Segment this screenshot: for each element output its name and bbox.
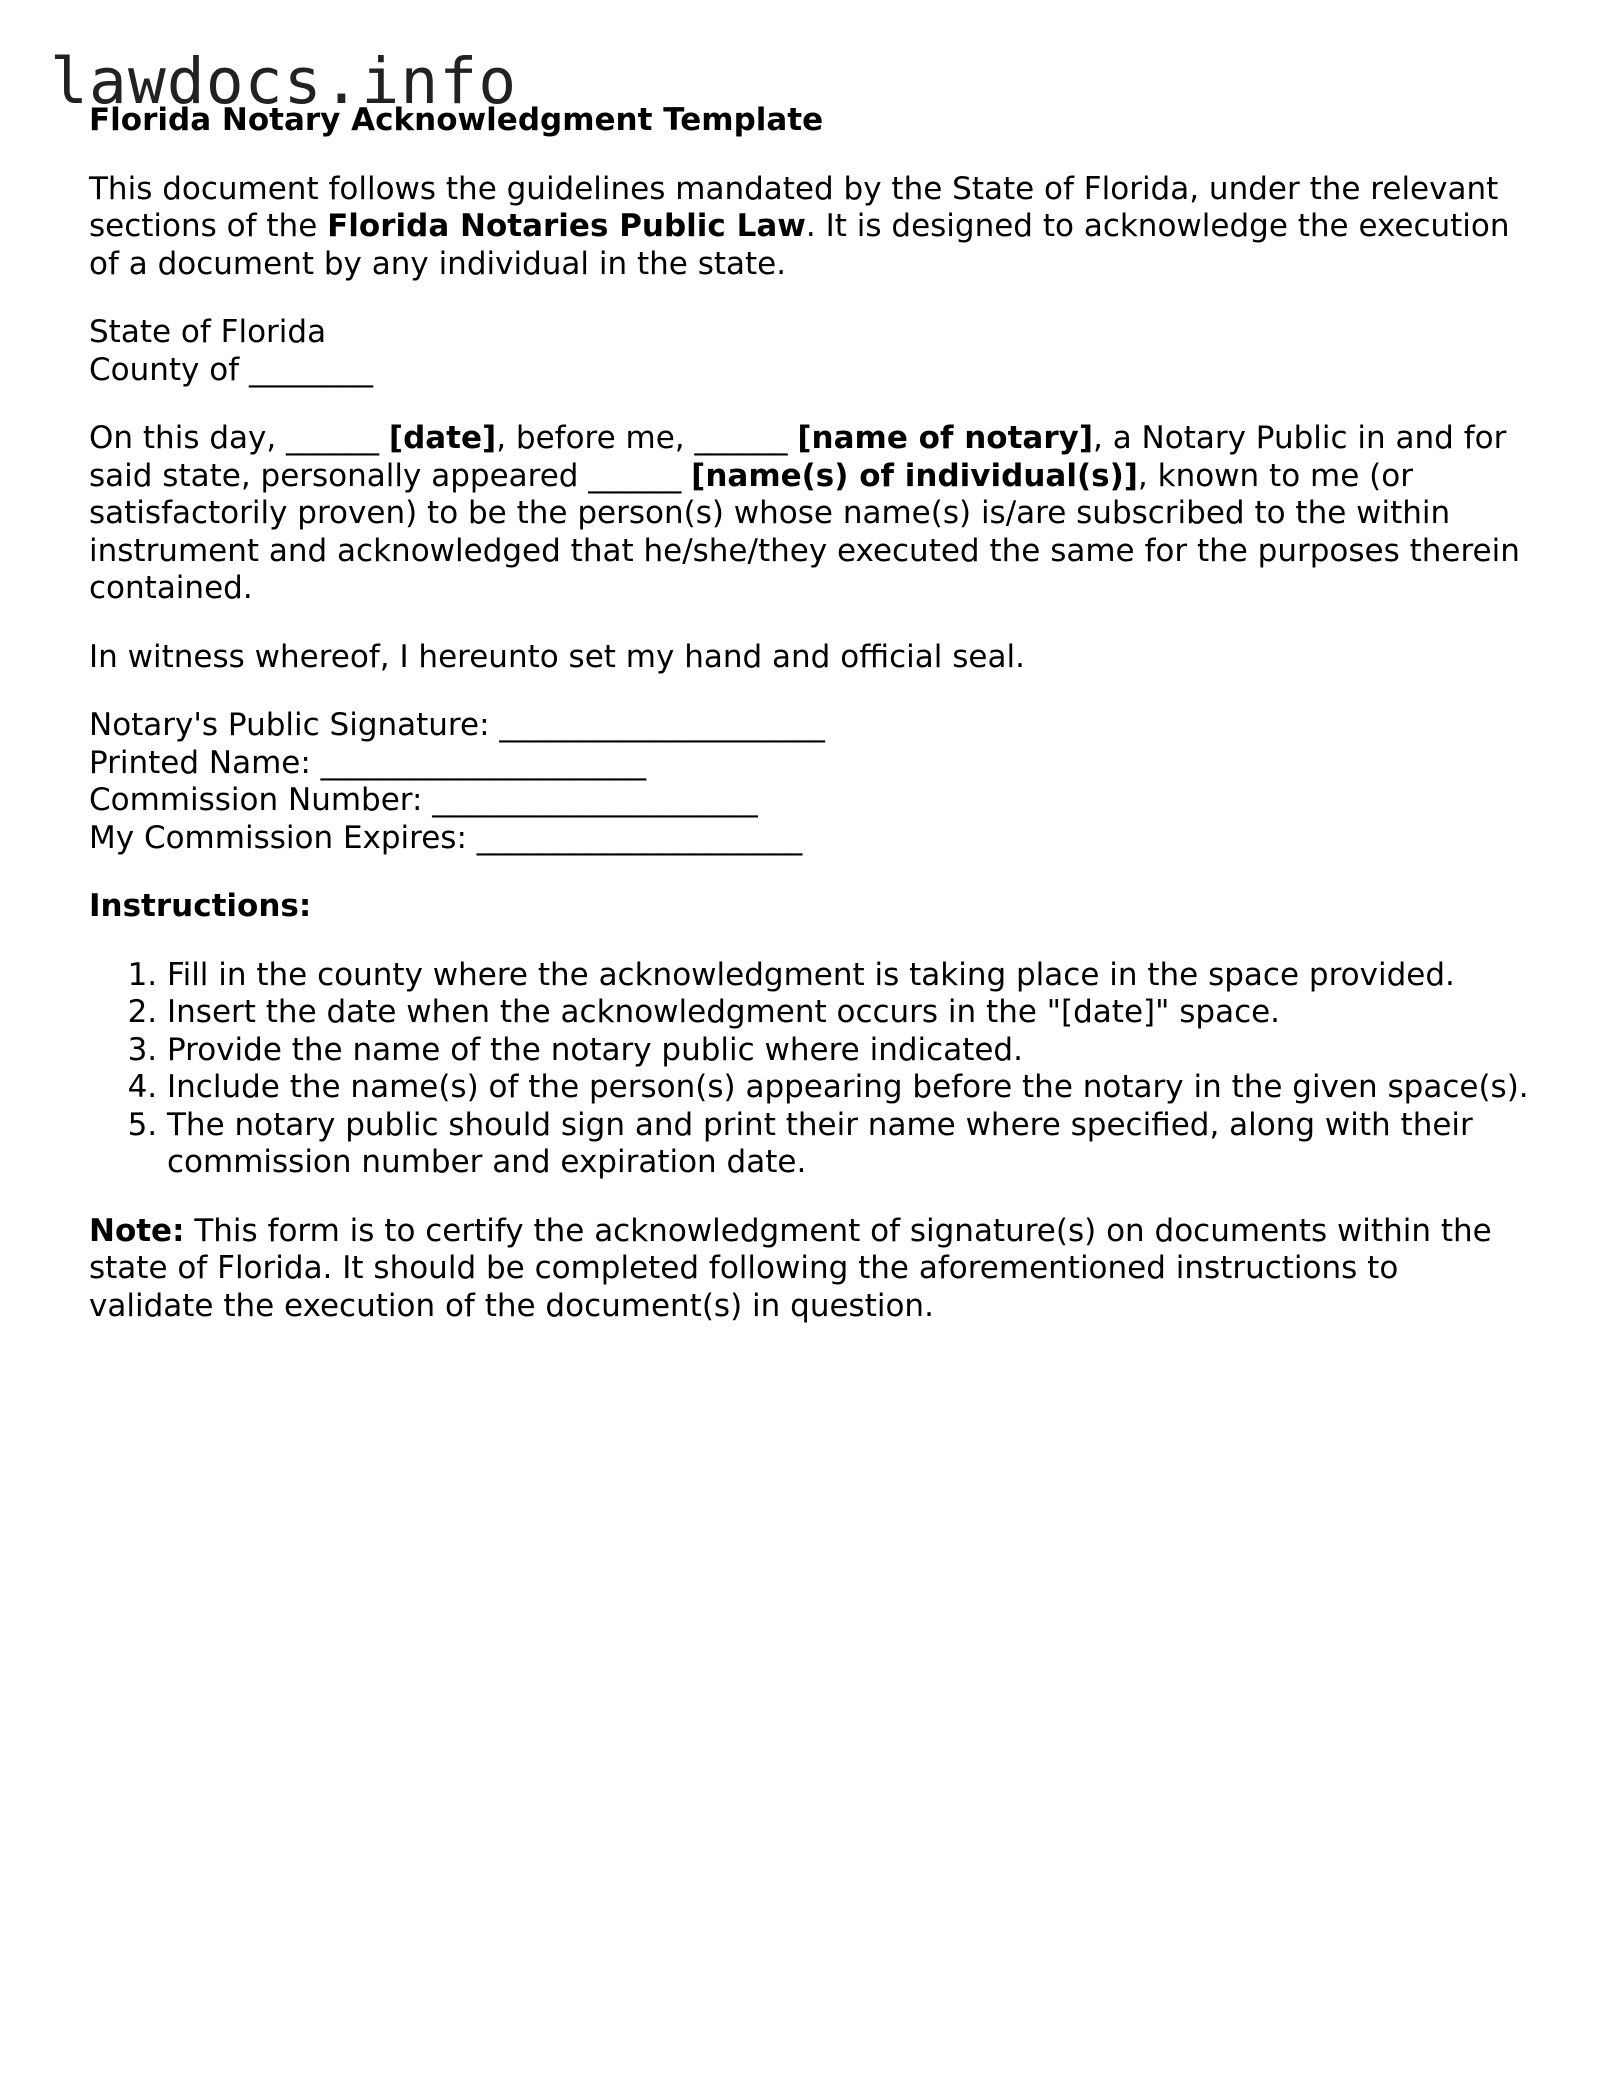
- intro-text-start: This document follows the guidelines mandated by the State of Florida, under the relevant sections of the: [89, 170, 1499, 244]
- ack-text-4: , known to me (or satisfactorily proven) to be the person(s) whose name(s) is/are subscribed to the within instrument and acknowledged that he/she/they executed the same for the purposes therein contained.: [89, 457, 1520, 606]
- ack-text-2: , before me, ______: [496, 420, 798, 456]
- instructions-heading-text: Instructions:: [89, 888, 312, 924]
- list-item: 5. The notary public should sign and print their name where specified, along with their commission number and expiration date.: [167, 1107, 1529, 1182]
- intro-text-end: . It is designed to acknowledge the execution of a document by any individual in the state.: [89, 208, 1510, 282]
- note-text: This form is to certify the acknowledgment of signature(s) on documents within the state of Florida. It should be completed following the aforementioned instructions to validate the execution of the document(s) in question.: [89, 1212, 1492, 1324]
- commission-expires-line: My Commission Expires: _____________________: [89, 819, 803, 856]
- ack-text-1: On this day, ______: [89, 420, 389, 456]
- ack-text-3: , a Notary Public in and for said state, personally appeared ______: [89, 420, 1507, 494]
- instructions-list: [89, 957, 1529, 1182]
- state-line: State of Florida: [89, 314, 327, 350]
- law-name: Florida Notaries Public Law: [327, 208, 806, 244]
- site-watermark: lawdocs.info: [50, 45, 518, 118]
- county-line: County of ________: [89, 351, 373, 388]
- document-title: Florida Notary Acknowledgment Template: [89, 102, 824, 138]
- date-placeholder: [date]: [388, 420, 497, 456]
- commission-number-line: Commission Number: _____________________: [89, 782, 758, 818]
- note-label: Note:: [89, 1212, 185, 1249]
- instructions-heading: [89, 888, 1529, 926]
- acknowledgment-paragraph: [89, 420, 1529, 608]
- list-item: 1. Fill in the county where the acknowledgment is taking place in the space provided.: [167, 957, 1529, 995]
- intro-paragraph: [89, 171, 1529, 284]
- list-item: 2. Insert the date when the acknowledgment occurs in the "[date]" space.: [167, 994, 1529, 1032]
- note-paragraph: [89, 1213, 1529, 1326]
- list-item: 4. Include the name(s) of the person(s) appearing before the notary in the given space(s).: [167, 1069, 1529, 1107]
- signature-block: [89, 707, 1529, 857]
- signature-line: Notary's Public Signature: _____________________: [89, 707, 825, 743]
- witness-paragraph: In witness whereof, I hereunto set my hand and official seal.: [89, 638, 1025, 675]
- venue-block: [89, 314, 1529, 389]
- individual-name-placeholder: [name(s) of individual(s)]: [691, 457, 1138, 494]
- list-item: 3. Provide the name of the notary public where indicated.: [167, 1032, 1529, 1070]
- document-body: [89, 102, 1529, 1356]
- notary-name-placeholder: [name of notary]: [797, 420, 1093, 456]
- printed-name-line: Printed Name: _____________________: [89, 744, 647, 781]
